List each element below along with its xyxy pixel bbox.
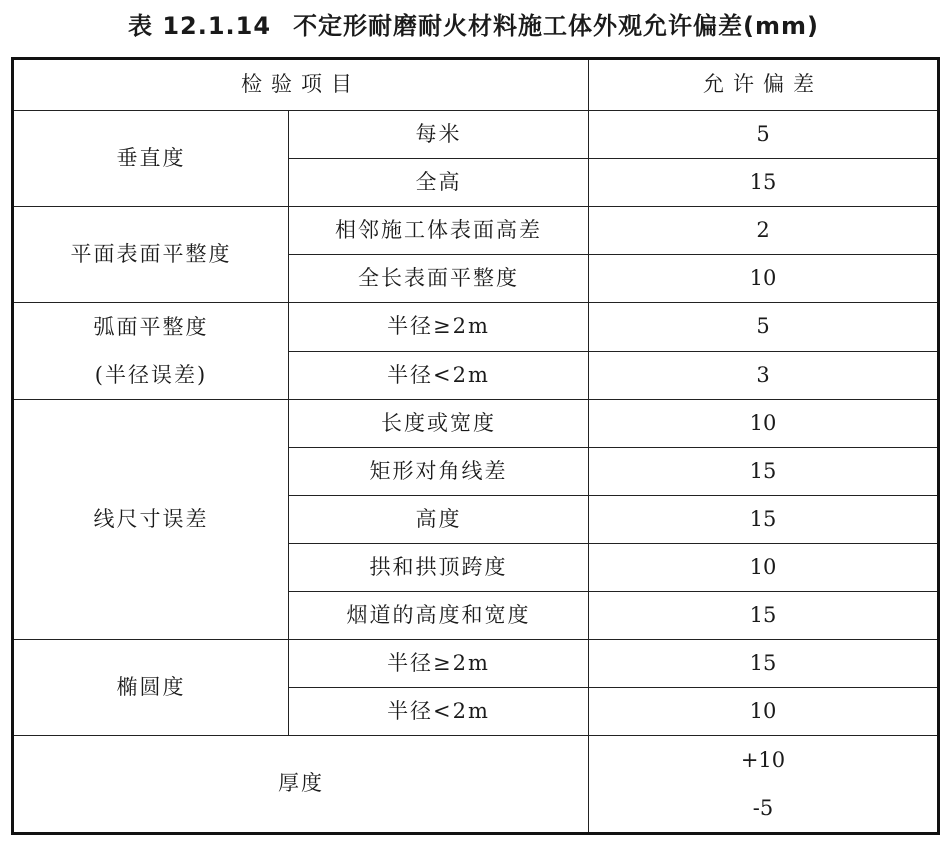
value-cell: 15	[589, 496, 939, 544]
value-cell: 5	[589, 303, 939, 352]
table-row	[13, 303, 939, 352]
header-item: 检验项目	[13, 59, 589, 111]
thickness-value-plus: +10	[740, 748, 786, 772]
value-cell: 3	[589, 351, 939, 400]
tolerance-table	[11, 57, 940, 835]
header-row	[13, 59, 939, 111]
item-cell: 半径<2m	[289, 688, 589, 736]
item-cell: 半径<2m	[289, 351, 589, 400]
category-cell: 平面表面平整度	[13, 207, 289, 303]
category-note: (半径误差)	[94, 363, 208, 387]
item-cell: 全长表面平整度	[289, 255, 589, 303]
table-title	[0, 6, 947, 41]
table-row	[13, 640, 939, 688]
table-number: 表 12.1.14	[127, 12, 272, 40]
value-cell: 5	[589, 111, 939, 159]
header-tolerance: 允许偏差	[589, 59, 939, 111]
thickness-value-cell	[589, 736, 939, 834]
table-row	[13, 207, 939, 255]
category-line: 弧面平整度	[93, 315, 209, 339]
value-cell: 10	[589, 400, 939, 448]
table-caption: 不定形耐磨耐火材料施工体外观允许偏差(mm)	[293, 12, 820, 40]
value-cell: 10	[589, 688, 939, 736]
table-row	[13, 400, 939, 448]
category-cell: 垂直度	[13, 111, 289, 207]
value-cell: 15	[589, 159, 939, 207]
item-cell: 烟道的高度和宽度	[289, 592, 589, 640]
thickness-value-minus: -5	[752, 796, 774, 820]
thickness-label: 厚度	[13, 736, 589, 834]
value-cell: 15	[589, 448, 939, 496]
item-cell: 半径≥2m	[289, 640, 589, 688]
value-cell: 2	[589, 207, 939, 255]
value-cell: 10	[589, 255, 939, 303]
item-cell: 相邻施工体表面高差	[289, 207, 589, 255]
item-cell: 高度	[289, 496, 589, 544]
item-cell: 拱和拱顶跨度	[289, 544, 589, 592]
value-cell: 10	[589, 544, 939, 592]
category-cell	[13, 303, 289, 400]
item-cell: 半径≥2m	[289, 303, 589, 352]
item-cell: 全高	[289, 159, 589, 207]
table-row	[13, 111, 939, 159]
item-cell: 矩形对角线差	[289, 448, 589, 496]
category-cell: 线尺寸误差	[13, 400, 289, 640]
item-cell: 每米	[289, 111, 589, 159]
table-row-thickness	[13, 736, 939, 834]
value-cell: 15	[589, 640, 939, 688]
item-cell: 长度或宽度	[289, 400, 589, 448]
category-cell: 椭圆度	[13, 640, 289, 736]
value-cell: 15	[589, 592, 939, 640]
